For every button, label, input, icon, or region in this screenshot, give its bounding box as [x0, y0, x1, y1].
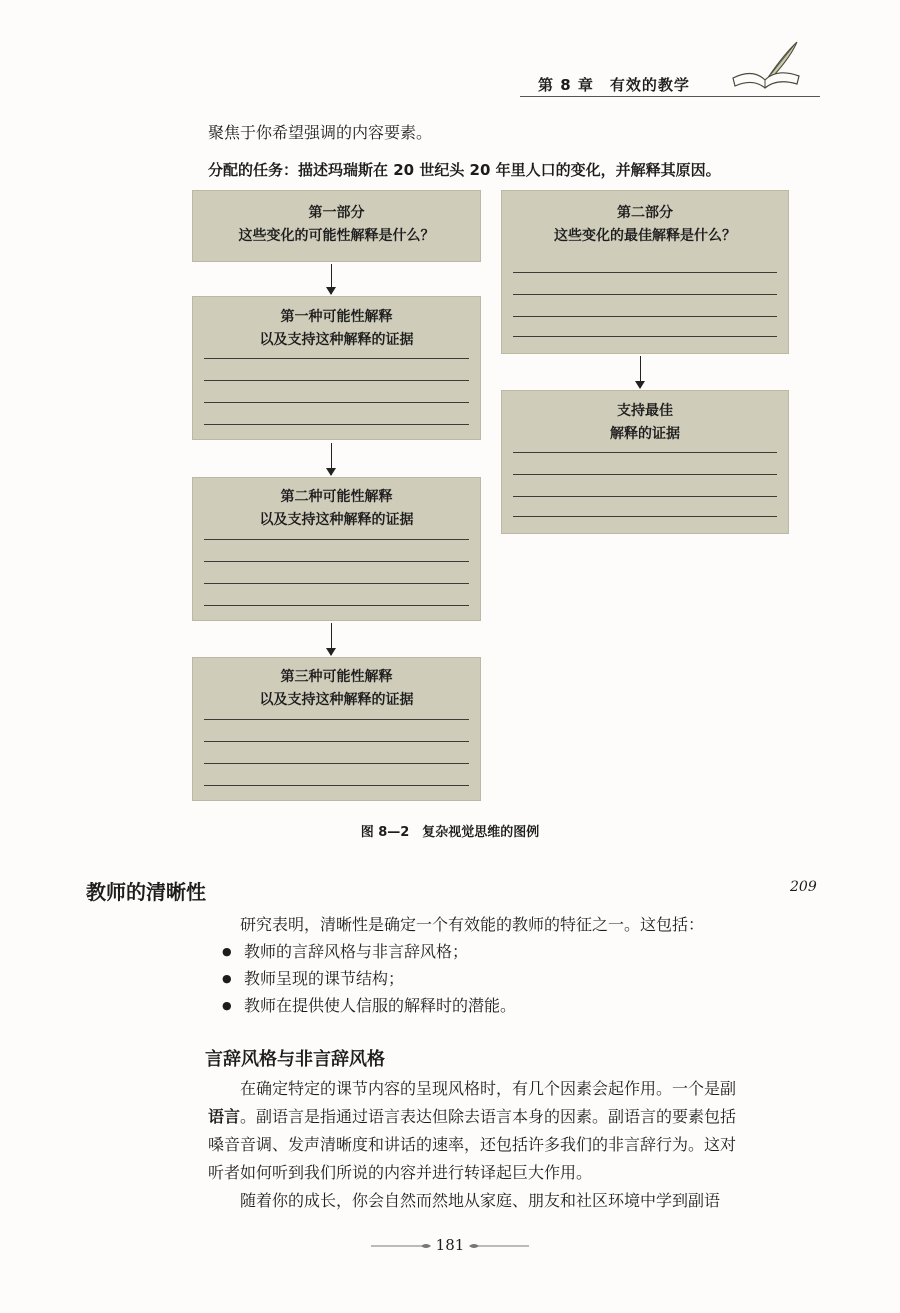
paragraph-line [208, 1104, 736, 1130]
arrow-down-icon [331, 264, 332, 294]
blank-line [204, 380, 469, 381]
expl1-subtitle: 以及支持这种解释的证据 [259, 332, 414, 348]
box-best-evidence [501, 390, 789, 534]
box-explanation-2 [192, 477, 481, 621]
best-title: 支持最佳 [617, 403, 673, 419]
best-subtitle: 解释的证据 [610, 426, 680, 442]
blank-line [513, 316, 777, 317]
paragraph-text: 。副语言是指通过语言表达但除去语言本身的因素。副语言的要素包括 [240, 1107, 737, 1126]
blank-line [204, 561, 469, 562]
part2-title: 第二部分 [617, 205, 673, 221]
blank-line [513, 496, 777, 497]
blank-line [513, 272, 777, 273]
blank-line [204, 424, 469, 425]
arrow-down-icon [331, 443, 332, 475]
running-header [520, 60, 820, 97]
arrow-down-icon [331, 623, 332, 655]
paragraph-line: 嗓音音调、发声清晰度和讲话的速率，还包括许多我们的非言辞行为。这对 [208, 1135, 737, 1154]
part1-question: 这些变化的可能性解释是什么？ [238, 228, 435, 244]
part1-title: 第一部分 [308, 205, 365, 221]
arrow-down-icon [640, 356, 641, 388]
section-title: 教师的清晰性 [86, 880, 206, 904]
bullet-item: ● 教师的言辞风格与非言辞风格； [244, 939, 468, 965]
chapter-title: 第 8 章 有效的教学 [538, 76, 690, 94]
intro-line: 聚焦于你希望强调的内容要素。 [208, 123, 433, 142]
blank-line [204, 358, 469, 359]
expl2-subtitle: 以及支持这种解释的证据 [259, 512, 414, 528]
blank-line [204, 402, 469, 403]
blank-line [513, 294, 777, 295]
box-explanation-3 [192, 657, 481, 801]
book-quill-icon [725, 38, 805, 98]
part2-question: 这些变化的最佳解释是什么？ [554, 228, 736, 244]
expl3-title: 第三种可能性解释 [280, 669, 393, 685]
blank-line [513, 452, 777, 453]
blank-line [204, 605, 469, 606]
box-part1 [192, 190, 481, 262]
blank-line [204, 539, 469, 540]
paragraph-line: 随着你的成长，你会自然而然地从家庭、朋友和社区环境中学到副语 [240, 1191, 721, 1210]
blank-line [513, 336, 777, 337]
figure-caption: 图 8—2 复杂视觉思维的图例 [360, 825, 540, 840]
margin-page-number: 209 [790, 879, 817, 895]
subsection-title: 言辞风格与非言辞风格 [205, 1049, 385, 1070]
blank-line [204, 583, 469, 584]
bullet-item: ● 教师在提供使人信服的解释时的潜能。 [244, 993, 516, 1019]
right-ornament-icon [469, 1242, 529, 1250]
blank-line [204, 763, 469, 764]
box-part2 [501, 190, 789, 354]
box-explanation-1 [192, 296, 481, 440]
left-ornament-icon [371, 1242, 431, 1250]
blank-line [204, 741, 469, 742]
blank-line [513, 474, 777, 475]
task-line: 分配的任务：描述玛瑞斯在 20 世纪头 20 年里人口的变化，并解释其原因。 [208, 161, 721, 179]
expl2-title: 第二种可能性解释 [280, 489, 393, 505]
expl3-subtitle: 以及支持这种解释的证据 [259, 692, 414, 708]
blank-line [204, 719, 469, 720]
paragraph-line: 听者如何听到我们所说的内容并进行转译起巨大作用。 [208, 1163, 593, 1182]
expl1-title: 第一种可能性解释 [280, 309, 393, 325]
blank-line [204, 785, 469, 786]
page-number: 181 [435, 1236, 465, 1254]
section-lead: 研究表明，清晰性是确定一个有效能的教师的特征之一。这包括： [240, 915, 705, 934]
page-footer [0, 1236, 900, 1254]
paragraph-line: 在确定特定的课节内容的呈现风格时，有几个因素会起作用。一个是副 [240, 1079, 737, 1098]
blank-line [513, 516, 777, 517]
bullet-item: ● 教师呈现的课节结构； [244, 966, 404, 992]
term-paralanguage: 语言 [208, 1107, 241, 1126]
